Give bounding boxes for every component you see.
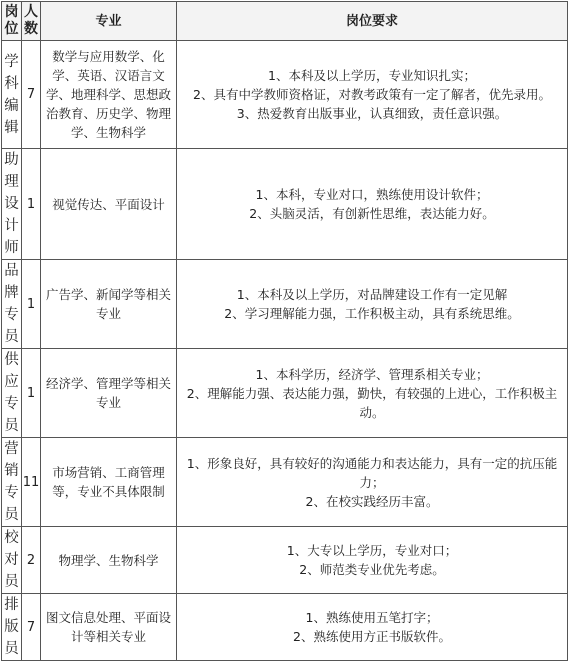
row-position: 品牌专员 <box>2 260 22 349</box>
table-row <box>2 149 568 260</box>
requirement-line: 1、大专以上学历，专业对口； <box>286 543 458 558</box>
requirement-line: 3、热爱教育出版事业，认真细致，责任意识强。 <box>236 106 508 121</box>
row-requirements <box>177 594 568 661</box>
row-position: 助理设计师 <box>2 149 22 260</box>
requirement-line: 1、本科及以上学历，专业知识扎实； <box>268 68 476 83</box>
row-count: 11 <box>22 438 41 527</box>
row-major: 物理学、生物科学 <box>41 527 177 594</box>
row-major: 图文信息处理、平面设计等相关专业 <box>41 594 177 661</box>
header-count: 人数 <box>22 2 41 41</box>
table-row <box>2 349 568 438</box>
requirement-line: 2、学习理解能力强，工作积极主动，具有系统思维。 <box>224 306 520 321</box>
table-row <box>2 527 568 594</box>
row-position: 供应专员 <box>2 349 22 438</box>
requirement-line: 1、熟练使用五笔打字； <box>305 610 439 625</box>
recruitment-table <box>1 1 568 661</box>
row-requirements <box>177 527 568 594</box>
header-requirements: 岗位要求 <box>177 2 568 41</box>
row-count: 2 <box>22 527 41 594</box>
requirement-line: 1、形象良好，具有较好的沟通能力和表达能力，具有一定的抗压能力； <box>186 455 558 490</box>
requirement-line: 2、头脑灵活，有创新性思维，表达能力好。 <box>249 206 495 221</box>
requirement-line: 1、本科及以上学历，对品牌建设工作有一定见解 <box>236 287 508 302</box>
table-row <box>2 594 568 661</box>
requirement-line: 1、本科学历，经济学、管理系相关专业； <box>255 366 489 382</box>
table-row <box>2 260 568 349</box>
requirement-line: 2、师范类专业优先考虑。 <box>299 562 445 577</box>
row-major: 数学与应用数学、化学、英语、汉语言文学、地理科学、思想政治教育、历史学、物理学、生物科学 <box>41 41 177 149</box>
row-count: 1 <box>22 260 41 349</box>
row-count: 1 <box>22 149 41 260</box>
row-count: 7 <box>22 594 41 661</box>
row-requirements <box>177 41 568 149</box>
row-position: 学科编辑 <box>2 41 22 149</box>
table-row <box>2 438 568 527</box>
row-count: 7 <box>22 41 41 149</box>
row-major: 经济学、管理学等相关专业 <box>41 349 177 438</box>
row-requirements <box>177 260 568 349</box>
requirement-line: 2、具有中学教师资格证，对教考政策有一定了解者，优先录用。 <box>193 87 551 102</box>
row-position: 营销专员 <box>2 438 22 527</box>
row-requirements <box>177 149 568 260</box>
header-position: 岗位 <box>2 2 22 41</box>
row-count: 1 <box>22 349 41 438</box>
requirement-line: 2、熟练使用方正书版软件。 <box>293 629 451 644</box>
requirement-line: 2、理解能力强、表达能力强，勤快，有较强的上进心，工作积极主动。 <box>186 385 558 420</box>
header-major: 专业 <box>41 2 177 41</box>
row-major: 市场营销、工商管理等，专业不具体限制 <box>41 438 177 527</box>
requirement-line: 2、在校实践经历丰富。 <box>305 493 439 509</box>
row-position: 校对员 <box>2 527 22 594</box>
row-major: 视觉传达、平面设计 <box>41 149 177 260</box>
row-position: 排版员 <box>2 594 22 661</box>
table-header-row <box>2 2 568 41</box>
table-row <box>2 41 568 149</box>
row-requirements <box>177 438 568 527</box>
row-major: 广告学、新闻学等相关专业 <box>41 260 177 349</box>
requirement-line: 1、本科，专业对口，熟练使用设计软件； <box>255 187 489 202</box>
row-requirements <box>177 349 568 438</box>
